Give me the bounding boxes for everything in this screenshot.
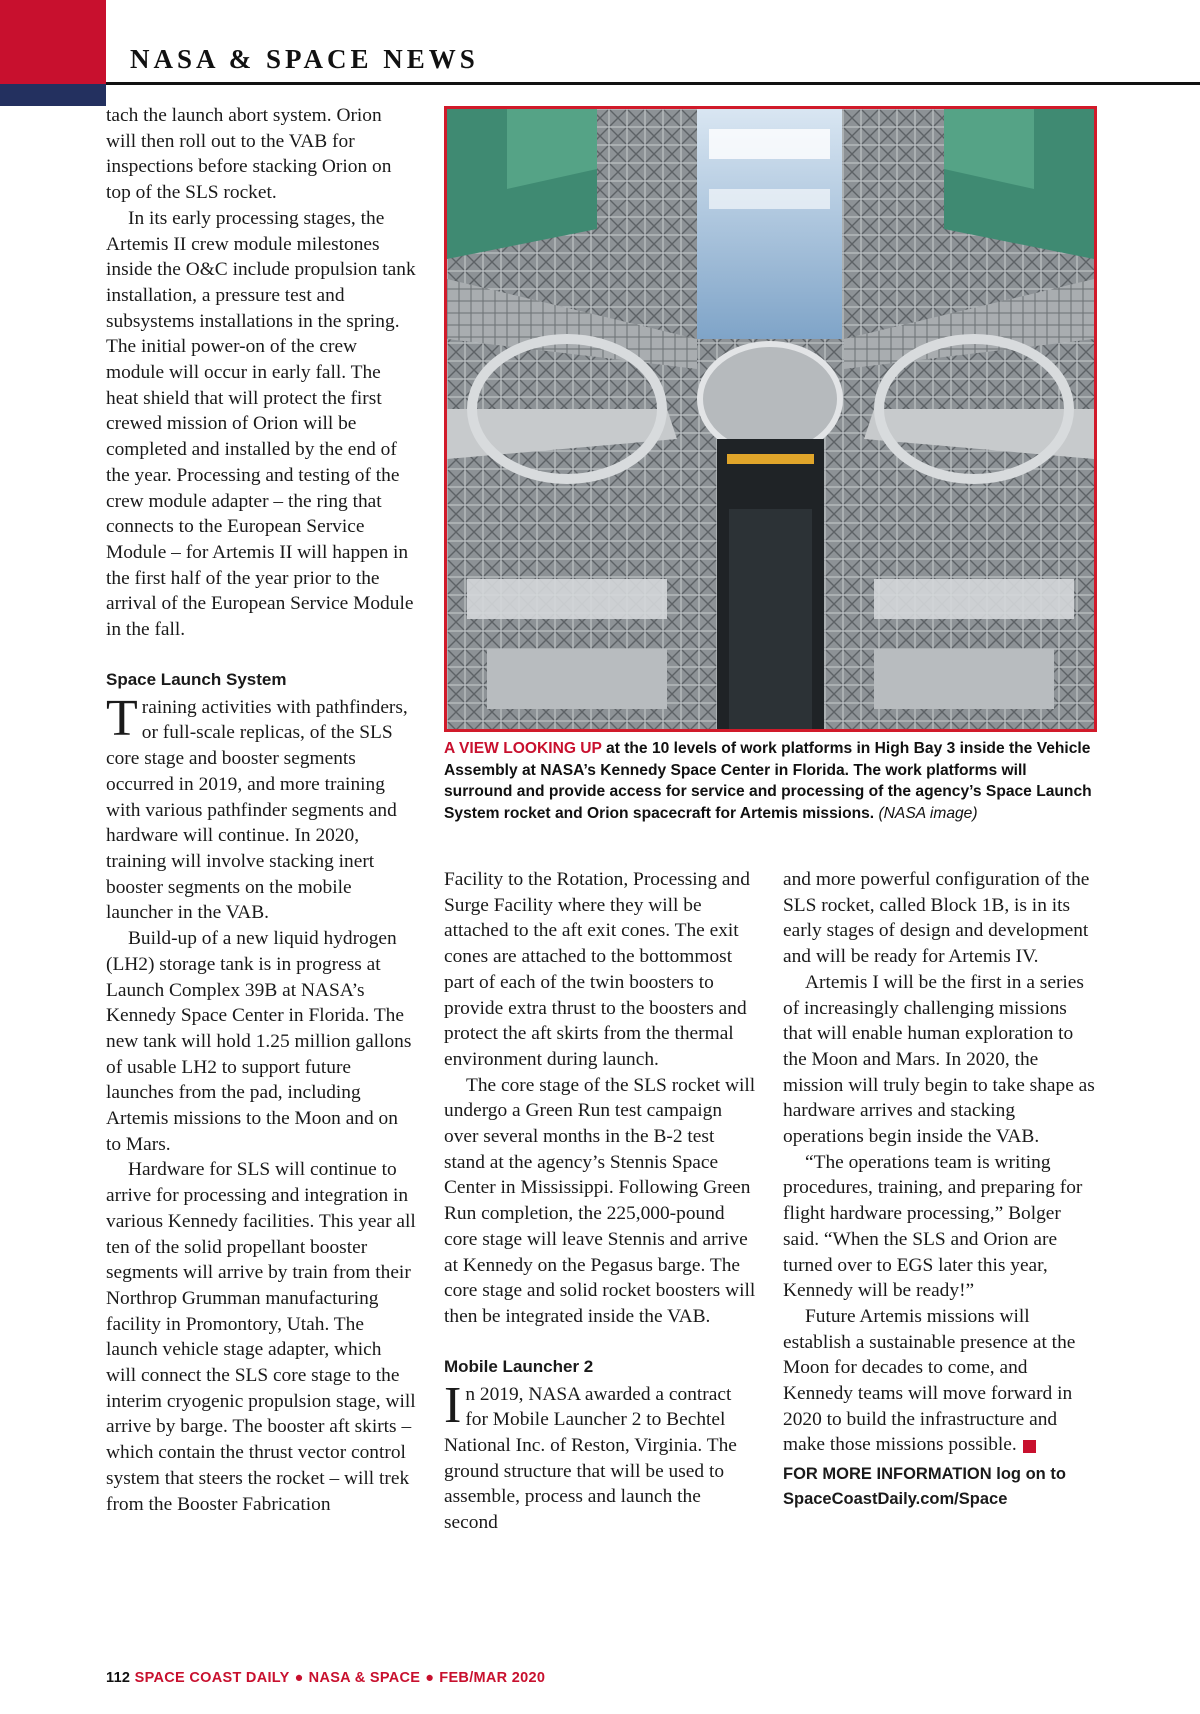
article-column-1: [106, 103, 416, 1517]
article-column-3: [783, 867, 1095, 1512]
bullet-separator: ●: [294, 1670, 304, 1686]
paragraph: Facility to the Rotation, Processing and Surge Facility where they will be attached to the aft exit cones. The exit cones are attached to the bottommost part of each of the twin boosters to provide extra thrust to the boosters and protect the aft skirts from the thermal environment during launch.: [444, 869, 750, 1070]
end-mark-icon: [1023, 1440, 1036, 1453]
header-rule: [106, 82, 1200, 85]
article-column-2: [444, 867, 756, 1536]
subhead-mobile-launcher-2: Mobile Launcher 2: [444, 1356, 594, 1376]
header-blue-block: [0, 84, 106, 106]
paragraph: tach the launch abort system. Orion will then roll out to the VAB for inspections before stacking Orion on top of the SLS rocket.: [106, 105, 392, 204]
paragraph: [444, 1376, 756, 1536]
page-number: 112: [106, 1670, 131, 1686]
page-footer: [106, 1670, 545, 1686]
paragraph: [106, 689, 416, 926]
paragraph-text: n 2019, NASA awarded a contract for Mobile Launcher 2 to Bechtel National Inc. of Reston, Virginia. The ground structure that will be used to assemble, process and launch the second: [444, 1383, 737, 1534]
more-info: [783, 1462, 1095, 1512]
section-title: NASA & SPACE NEWS: [130, 44, 479, 74]
footer-section: NASA & SPACE: [308, 1670, 421, 1686]
drop-cap: I: [444, 1376, 462, 1434]
paragraph-text: raining activities with pathfinders, or full-scale replicas, of the SLS core stage and booster segments occurred in 2019, and more training with various pathfinder segments and hardware will continue. In 2020, training will involve stacking inert booster segments on the mobile launcher in the VAB.: [106, 696, 408, 924]
paragraph: Hardware for SLS will continue to arrive for processing and integration in various Kennedy facilities. This year all ten of the solid propellant booster segments will arrive by train from their Northrop Grumman manufacturing facility in Promontory, Utah. The launch vehicle stage adapter, which will connect the SLS core stage to the interim cryogenic propulsion stage, will arrive by barge. The booster aft skirts – which contain the thrust vector control system that steers the rocket – will trek from the Booster Fabrication: [106, 1159, 416, 1515]
more-info-label: FOR MORE INFORMATION log on to: [783, 1465, 1066, 1484]
vab-work-platforms-photo: [444, 106, 1097, 732]
paragraph: In its early processing stages, the Artemis II crew module milestones inside the O&C include propulsion tank installation, a pressure test and subsystems installations in the spring. The initial power-on of the crew module will occur in early fall. The heat shield that will protect the first crewed mission of Orion will be completed and installed by the end of the year. Processing and testing of the crew module adapter – the ring that connects to the European Service Module – for Artemis II will happen in the first half of the year prior to the arrival of the European Service Module in the fall.: [106, 207, 416, 641]
header-red-block: [0, 0, 106, 84]
footer-publication: SPACE COAST DAILY: [134, 1670, 290, 1686]
footer-issue: FEB/MAR 2020: [439, 1670, 546, 1686]
subhead-space-launch-system: Space Launch System: [106, 669, 287, 689]
drop-cap: T: [106, 689, 138, 747]
paragraph-text: Future Artemis missions will establish a sustainable presence at the Moon for decades to come, and Kennedy teams will move forward in 2020 to build the infrastructure and make those missions possible.: [783, 1305, 1076, 1456]
paragraph: and more powerful configuration of the SLS rocket, called Block 1B, is in its early stages of design and development and will be ready for Artemis IV.: [783, 869, 1090, 968]
paragraph: “The operations team is writing procedures, training, and preparing for flight hardware processing,” Bolger said. “When the SLS and Orion are turned over to EGS later this year, Kennedy will be ready!”: [783, 1151, 1083, 1302]
caption-text: at the 10 levels of work platforms in High Bay 3 inside the Vehicle Assembly at NASA’s Kennedy Space Center in Florida. The work platforms will surround and provide access for service and processing of the agency’s Space Launch System rocket and Orion spacecraft for Artemis missions.: [444, 740, 1092, 822]
caption-credit: (NASA image): [874, 804, 978, 822]
photo-caption: [444, 738, 1094, 824]
paragraph: The core stage of the SLS rocket will undergo a Green Run test campaign over several months in the B-2 test stand at the agency’s Stennis Space Center in Mississippi. Following Green Run completion, the 225,000-pound core stage will leave Stennis and arrive at Kennedy on the Pegasus barge. The core stage and solid rocket boosters will then be integrated inside the VAB.: [444, 1074, 756, 1327]
paragraph: Build-up of a new liquid hydrogen (LH2) storage tank is in progress at Launch Complex 39B at NASA’s Kennedy Space Center in Florida. The new tank will hold 1.25 million gallons of usable LH2 to support future launches from the pad, including Artemis missions to the Moon and on to Mars.: [106, 928, 412, 1155]
caption-lead: A VIEW LOOKING UP: [444, 740, 602, 757]
more-info-link[interactable]: SpaceCoastDaily.com/Space: [783, 1490, 1008, 1509]
bullet-separator: ●: [425, 1670, 435, 1686]
paragraph: [783, 1304, 1095, 1458]
paragraph: Artemis I will be the first in a series of increasingly challenging missions that will enable human exploration to the Moon and Mars. In 2020, the mission will truly begin to take shape as hardware arrives and stacking operations begin inside the VAB.: [783, 971, 1095, 1148]
